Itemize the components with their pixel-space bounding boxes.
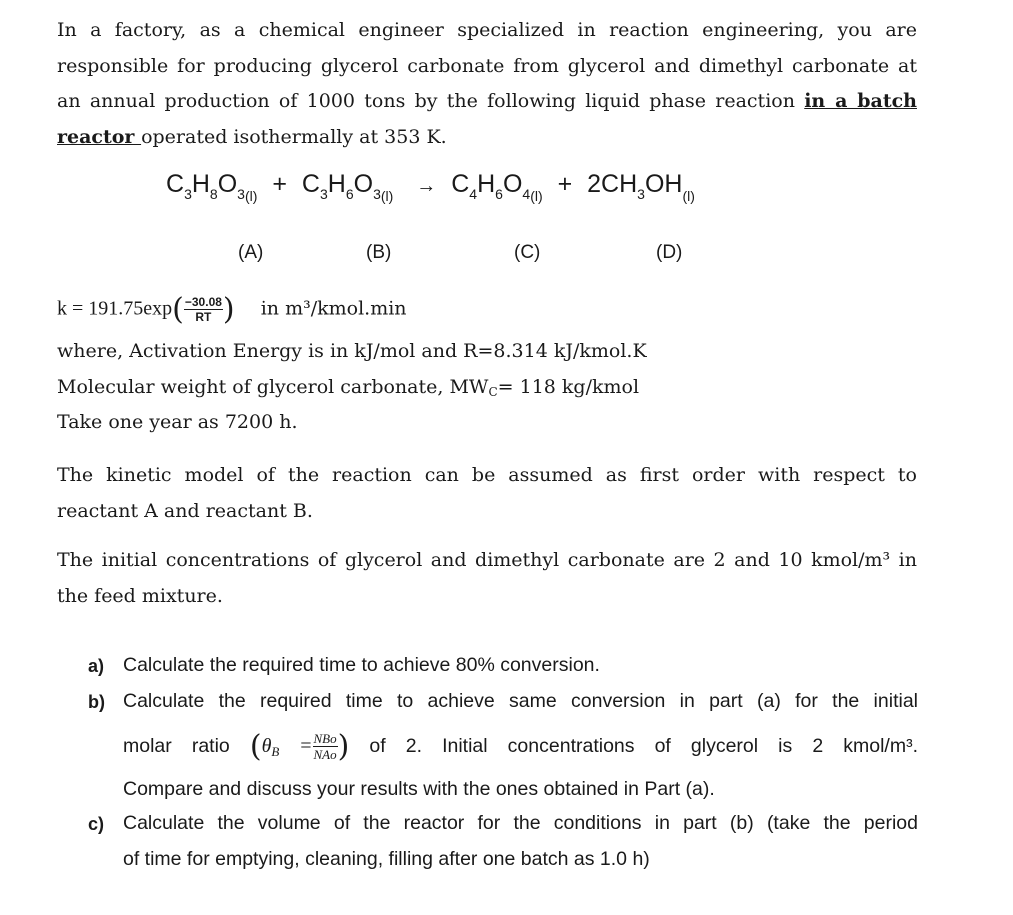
mw-prefix: Molecular weight of glycerol carbonate, MW xyxy=(57,376,489,398)
question-c-marker: c) xyxy=(88,814,105,834)
reactant-b-phase: (l) xyxy=(380,188,394,204)
reaction-arrow: → xyxy=(416,175,437,197)
activation-energy-note: where, Activation Energy is in kJ/mol and R=8.314 kJ/kmol.K xyxy=(57,340,647,362)
reaction-equation xyxy=(166,170,695,204)
question-b-marker: b) xyxy=(88,692,105,712)
intro-line-2: responsible for producing glycerol carbonate from glycerol and dimethyl carbonate at xyxy=(57,54,917,77)
reactant-a-formula: $C_3H_8O_3$ xyxy=(166,170,245,202)
plus-sign-1: + xyxy=(272,170,287,198)
arrhenius-fraction xyxy=(184,295,223,324)
question-b-line-2 xyxy=(123,720,918,772)
product-d-phase: (l) xyxy=(682,188,695,204)
question-c-line-1: Calculate the volume of the reactor for the conditions in part (b) (take the period xyxy=(123,812,918,834)
theta-b-symbol: $\theta_B$ = xyxy=(261,734,313,759)
right-paren: ) xyxy=(222,292,235,327)
product-c-phase: (l) xyxy=(530,188,543,204)
concentration-paragraph xyxy=(57,543,917,614)
question-a-marker: a) xyxy=(88,656,105,676)
year-note: Take one year as 7200 h. xyxy=(57,411,298,433)
fraction-numerator: −30.08 xyxy=(184,295,222,309)
rate-constant-prefix: k = 191.75exp xyxy=(57,297,173,320)
intro-line-4-text: operated isothermally at 353 K. xyxy=(141,125,447,148)
label-a: (A) xyxy=(238,242,264,263)
intro-line-3 xyxy=(57,84,917,120)
kinetic-line-2: reactant A and reactant B. xyxy=(57,499,313,522)
question-b-line-1: Calculate the required time to achieve same conversion in part (a) for the initial xyxy=(123,690,918,712)
rate-constant-line xyxy=(57,292,407,327)
fraction-denominator: RT xyxy=(195,310,212,324)
reactor-emphasis: reactor xyxy=(57,125,142,148)
intro-line-3-text: an annual production of 1000 tons by the following liquid phase reaction xyxy=(57,90,805,112)
molar-ratio-fraction xyxy=(313,731,338,762)
product-d-formula: $2CH_3OH$ xyxy=(587,170,683,202)
molar-ratio-label: molar ratio xyxy=(123,734,230,757)
question-c-line-2: of time for emptying, cleaning, filling after one batch as 1.0 h) xyxy=(123,847,650,870)
concentration-line-2: the feed mixture. xyxy=(57,584,223,607)
mw-subscript: C xyxy=(488,385,498,399)
concentration-line-1: The initial concentrations of glycerol and dimethyl carbonate are 2 and 10 kmol/m³ in xyxy=(57,549,917,571)
label-b: (B) xyxy=(366,242,392,263)
intro-paragraph xyxy=(57,13,917,155)
intro-line-1: In a factory, as a chemical engineer specialized in reaction engineering, you are xyxy=(57,19,917,41)
question-b-body xyxy=(123,684,918,807)
product-c-formula: $C_4H_6O_4$ xyxy=(451,170,531,202)
question-b-line-2-text: of 2. Initial concentrations of glycerol is 2 kmol/m³. xyxy=(369,734,918,757)
question-c-body xyxy=(123,806,918,877)
plus-sign-2: + xyxy=(557,170,573,198)
left-paren: ( xyxy=(172,292,184,327)
molecular-weight-line xyxy=(57,376,639,399)
kinetic-paragraph xyxy=(57,458,917,529)
mw-suffix: = 118 kg/kmol xyxy=(497,376,640,398)
label-c: (C) xyxy=(514,242,541,263)
reactant-b-formula: $C_3H_6O_3$ xyxy=(301,170,381,202)
rate-constant-units: in m³/kmol.min xyxy=(260,297,407,320)
theta-right-paren: ) xyxy=(337,728,350,764)
kinetic-line-1: The kinetic model of the reaction can be assumed as first order with respect to xyxy=(57,464,917,486)
intro-line-4 xyxy=(57,120,917,156)
theta-left-paren: ( xyxy=(249,728,262,764)
molar-ratio-numerator: NBo xyxy=(313,730,337,746)
label-d: (D) xyxy=(656,242,683,263)
question-a-text: Calculate the required time to achieve 80% conversion. xyxy=(123,654,600,676)
reactant-a-phase: (l) xyxy=(244,188,258,204)
question-b-line-3: Compare and discuss your results with the ones obtained in Part (a). xyxy=(123,777,715,800)
molar-ratio-denominator: NAo xyxy=(313,746,337,762)
batch-reactor-emphasis: in a batch xyxy=(804,90,917,112)
